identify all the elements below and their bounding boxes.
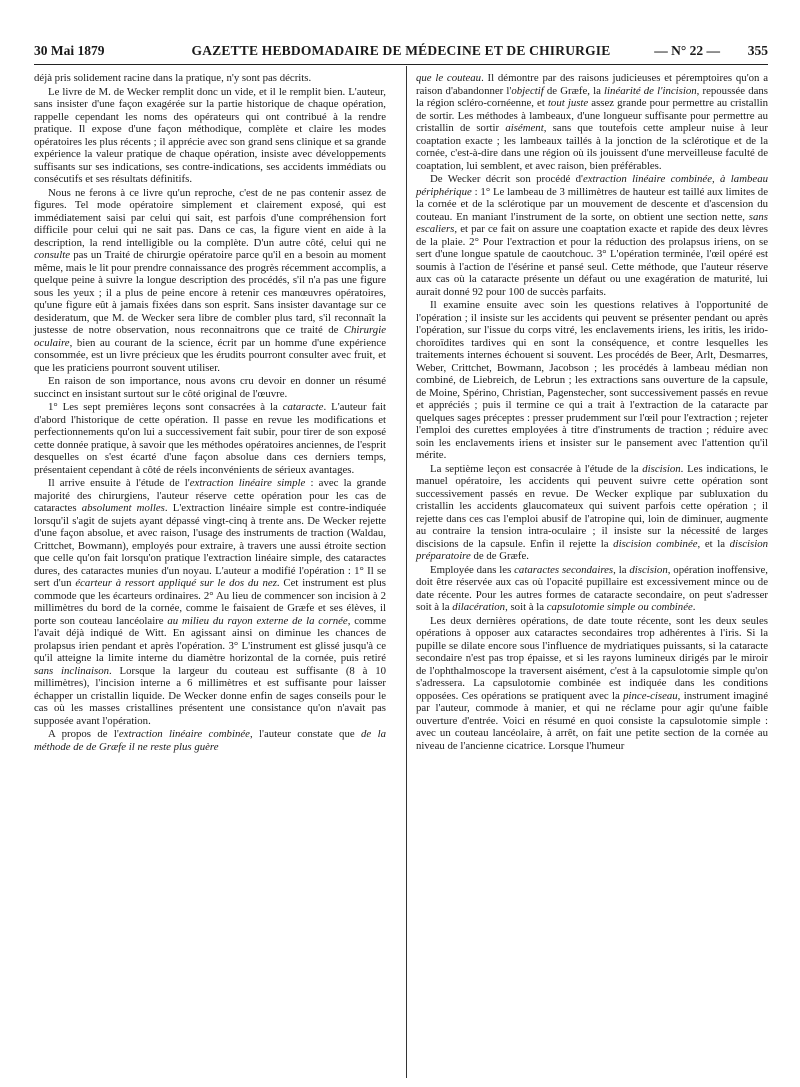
text-run: de de Græfe. bbox=[470, 550, 529, 562]
italic-text: linéarité de l'incision bbox=[604, 84, 697, 97]
italic-text: tout juste bbox=[547, 97, 589, 109]
text-run: assez grande pour permettre au cristallin de sortir. Les méthodes à lambeaux, d'une longueur suffisante pour permettre au cristallin de sortir bbox=[416, 97, 768, 134]
paragraph bbox=[416, 615, 768, 753]
italic-text: extraction linéaire combinée bbox=[118, 728, 250, 740]
italic-text: absolument molles bbox=[81, 502, 165, 514]
text-run: . Il démontre par des raisons judicieuses et péremptoires qu'on a raison d'abandonner l' bbox=[416, 72, 768, 97]
italic-text: extraction linéaire simple bbox=[189, 477, 306, 489]
italic-text: discision bbox=[629, 563, 668, 576]
issue-date: 30 Mai 1879 bbox=[34, 43, 105, 58]
column-divider bbox=[406, 66, 407, 1078]
text-run: Les deux dernières opérations, de date toute récente, sont les deux seules opérations à opposer aux cataractes secondaires trop adhérentes à l'iris. Si la pupille se dilate encore sous l'influence de mydriatiques puissants, si la cataracte secondaire n'est pas trop épaisse, et si les rayons lumineux dirigés par le miroir de l'ophthalmoscope la traversent aisément, c'est à la capsulotomie simple qu'on s'adressera. La capsulotomie combinée est indiquée dans les conditions opposées. Ces opérations se pratiquent avec la bbox=[416, 614, 768, 702]
italic-text: Chirurgie oculaire bbox=[34, 324, 386, 349]
paragraph bbox=[34, 86, 386, 186]
text-run: En raison de son importance, nous avons cru devoir en donner un résumé succinct en insistant surtout sur le côté original de l'œuvre. bbox=[34, 375, 386, 400]
text-run: . L'extraction linéaire simple est contre-indiquée lorsqu'il s'agit de sujets ayant dépassé vingt-cinq à trente ans. De Wecker rejette d'une façon absolue, et avec raison, l'usage des instruments de traction (Waldau, Crittchet, Bowmann), employés pour extraire, à travers une aussi étroite section que celle qu'on fait lorsqu'on pratique l'extraction linéaire simple, des cataractes dures, des cataractes munies d'un noyau. L'auteur a modifié l'opération : 1° Il se sert d'un bbox=[34, 502, 386, 589]
text-run: , repoussée dans la région scléro-cornéenne, et bbox=[416, 84, 769, 109]
text-run: : avec la grande majorité des chirurgiens, l'auteur réserve cette opération pour les cas de cataractes bbox=[34, 477, 386, 514]
text-run: De Wecker décrit son procédé d' bbox=[430, 173, 583, 185]
italic-text: écarteur à ressort appliqué sur le dos du nez bbox=[75, 577, 277, 589]
text-run: , opération inoffensive, doit être réservée aux cas où l'opacité pupillaire est excessivement mince ou de date récente. Pour les autres formes de cataracte secondaire, on peut s'adresser soit à la bbox=[416, 563, 768, 613]
italic-text: extraction linéaire combinée, à lambeau périphérique bbox=[416, 173, 768, 198]
text-run: : 1° Le lambeau de 3 millimètres de hauteur est taillé aux limites de la cornée et de la sclérotique par un mouvement de descente et d'ascension du couteau. En maniant l'instrument de la sorte, on obtient une section nette, bbox=[416, 185, 768, 223]
paragraph bbox=[34, 187, 386, 375]
text-run: , sans que toutefois cette ampleur nuise à leur coaptation exacte ; les lambeaux taillés à la jonction de la sclérotique et de la cornée, c'est-à-dire dans une région où ils jouissent d'une merveilleuse faculté de coaptation, lui semblent, et avec raison, bien préférables. bbox=[416, 122, 768, 172]
journal-title: GAZETTE HEBDOMADAIRE DE MÉDECINE ET DE CHIRURGIE bbox=[191, 43, 611, 58]
paragraph bbox=[34, 477, 386, 727]
italic-text: sans escaliers bbox=[416, 210, 768, 235]
text-run: . bbox=[692, 601, 696, 613]
italic-text: dilacération bbox=[452, 601, 506, 613]
text-run: , la bbox=[613, 563, 630, 576]
text-run: 1° Les sept premières leçons sont consacrées à la bbox=[48, 401, 283, 413]
italic-text: objectif bbox=[511, 84, 544, 97]
italic-text: que le couteau bbox=[416, 72, 482, 84]
paragraph bbox=[416, 463, 768, 563]
italic-text: discision bbox=[642, 462, 681, 475]
text-run: Nous ne ferons à ce livre qu'un reproche, c'est de ne pas contenir assez de figures. Tel mode opératoire simplement et clairement exposé, qui est immédiatement saisi par celui qui sait, est parfois d'une compréhension fort difficile pour celui qui ne sait pas. Dans ce cas, la figure vient en aide à la description, la rend intelligible ou la complète. D'un autre côté, celui qui ne bbox=[34, 186, 386, 249]
page-number: 355 bbox=[747, 43, 768, 58]
italic-text: cataractes secondaires bbox=[514, 563, 614, 576]
paragraph bbox=[416, 299, 768, 462]
text-run: pas un Traité de chirurgie opératoire parce qu'il en a besoin au moment même, mais le lit pour prendre connaissance des progrès récemment accomplis, a quelque peine à suivre la longue description des procédés, s'il n'a pas une figure sous les yeux ; il a plus de peine encore à retenir ces manœuvres opératoires, qu'une figure eût à jamais fixées dans son esprit. Sans insister davantage sur ce desideratum, que M. de Wecker sera libre de combler plus tard, s'il reconnaît la justesse de notre observation, nous reconnaitrons que ce traité de bbox=[34, 249, 386, 336]
text-run: . Les indications, le manuel opératoire, les accidents qui peuvent suivre cette opération sont successivement passés en revue. De Wecker explique par subluxation du cristallin les accidents glaucomateux qui suivent parfois cette opération ; il rejette dans ces cas l'emploi abusif de l'atropine qui, loin de diminuer, augmente au contraire la tension intra-oculaire ; il insiste sur la nécessité de larges discisions de la capsule. Enfin il rejette la bbox=[416, 462, 768, 550]
paragraph bbox=[416, 72, 768, 172]
text-run: , et par ce fait on assure une coaptation exacte et rapide des deux lèvres de la plaie. 2° Pour l'extraction et pour la réduction des prolapsus iriens, on se sert d'une longue spatule de caoutchouc. 3° L'opération terminée, l'œil opéré est soumis à l'action de l'ésérine et pansé seul. Cette méthode, que l'auteur réserve aux cas où la cataracte présente un défaut ou une exagération de maturité, lui aurait donné 92 pour 100 de succès parfaits. bbox=[416, 223, 768, 298]
text-run: , instrument imaginé par l'auteur, commode à manier, et qui ne réclame pour agir qu'une faible ouverture d'entrée. Voici en résumé en quoi consiste la capsulotomie simple : avec un couteau lancéolaire, à arrêt, on fait une petite section de la cornée au niveau de l'ancienne cicatrice. Lorsque l'humeur bbox=[416, 689, 768, 752]
italic-text: sans inclinaison bbox=[34, 664, 109, 677]
paragraph bbox=[34, 728, 386, 753]
italic-text: consulte bbox=[34, 249, 70, 261]
italic-text: pince-ciseau bbox=[623, 689, 678, 702]
paragraph bbox=[416, 173, 768, 298]
italic-text: de la méthode de de Græfe il ne reste plus guère bbox=[34, 728, 386, 753]
text-run: Employée dans les bbox=[430, 563, 515, 576]
italic-text: au milieu du rayon externe de la cornée bbox=[167, 614, 348, 627]
text-run: La septième leçon est consacrée à l'étude de la bbox=[430, 462, 643, 475]
header-rule bbox=[34, 64, 768, 65]
text-run: , soit à la bbox=[505, 601, 547, 613]
text-run: , comme l'avait déjà indiqué de Witt. En agissant ainsi on diminue les chances de prolapsus irien pendant et après l'opération. 3° L'instrument est glissé jusqu'à ce qu'il atteigne la limite interne du diamètre horizontal de la cornée, puis retiré bbox=[34, 614, 386, 664]
italic-text: aisément bbox=[505, 122, 544, 134]
paragraph bbox=[34, 401, 386, 476]
text-run: , et la bbox=[697, 537, 730, 550]
text-run: . Lorsque la largeur du couteau est suffisante (8 à 10 millimètres), l'incision interne a 6 millimètres et est suffisante pour laisser échapper un cristallin liquide. De Wecker donne enfin de sages conseils pour le cas où les masses cristallines présentent une consistance qu'on n'avait pas supposée avant l'opération. bbox=[34, 664, 387, 727]
text-run: Il examine ensuite avec soin les questions relatives à l'opportunité de l'opération ; il insiste sur les accidents qui peuvent se présenter pendant ou après l'opération, sur l'issue du corps vitré, les enclavements iriens, les iritis, les irido-choroïdites tardives qui en sont la conséquence, et contre lesquelles les traitements internes échouent si souvent. Les procédés de Beer, Arlt, Desmarres, Weber, Crittchet, Bowmann, Jacobson ; les procédés à lambeau médian non combiné, de Liebreich, de Lebrun ; les extractions sans ouverture de la capsule, de Moine, Spérino, Christian, Pagenstecher, sont successivement passés en revue et appréciés ; puis il termine ce qui a trait à l'extraction de la cataracte par quelques sages préceptes : presser prudemment sur l'œil pour l'extraction ; rejeter l'emploi des curettes employées à titre d'instruments de traction ; réduire avec soin les enclavements iriens et insister sur le pansement avec l'attention qu'il mérite. bbox=[416, 299, 768, 461]
page-header bbox=[34, 40, 768, 62]
text-run: Il arrive ensuite à l'étude de l' bbox=[48, 477, 190, 489]
italic-text: cataracte bbox=[282, 401, 324, 413]
text-run: . Cet instrument est plus commode que les écarteurs ordinaires. 2° Au lieu de commencer son incision à 2 millimètres du bord de la cornée, comme le faisaient de Græfe et ses élèves, il porte son couteau lancéolaire bbox=[34, 577, 386, 627]
issue-number: — N° 22 — bbox=[654, 43, 720, 58]
paragraph bbox=[34, 375, 386, 400]
text-run: déjà pris solidement racine dans la pratique, n'y sont pas décrits. bbox=[34, 72, 312, 84]
text-run: , bien au courant de la science, écrit par un homme d'une expérience consommée, est un livre précieux que les érudits pourront consulter avec fruit, et que les praticiens pourront souvent utiliser. bbox=[34, 336, 386, 374]
paragraph bbox=[34, 72, 386, 85]
italic-text: capsulotomie simple ou combinée bbox=[546, 601, 693, 613]
left-column bbox=[34, 72, 386, 754]
text-run: de Græfe, la bbox=[543, 84, 605, 97]
text-run: . L'auteur fait d'abord l'historique de cette opération. Il passe en revue les modifications et perfectionnements qu'on lui a successivement fait subir, pour tirer de son exposé cette donnée pratique, à savoir que les méthodes opératoires anciennes, de l'esprit desquelles on s'est écarté d'une façon absolue dans ces derniers temps, présentaient cependant à côté de réels inconvénients de sérieux avantages. bbox=[34, 401, 386, 476]
italic-text: discision combinée bbox=[613, 537, 698, 550]
text-run: , l'auteur constate que bbox=[249, 728, 362, 740]
paragraph bbox=[416, 564, 768, 614]
text-run: Le livre de M. de Wecker remplit donc un vide, et il le remplit bien. L'auteur, sans insister d'une façon exagérée sur la partie historique de chaque opération, rappelle cependant les noms des opérateurs qui ont contribué à la rendre pratique. Il expose d'une façon méthodique, complète et claire les modes opératoires les plus récents ; il apprécie avec son grand sens clinique et sa grande expérience la valeur pratique de chaque opération, insiste avec développements suffisants sur ses indications, ses contre-indications, ses accidents immédiats ou consécutifs et ses résultats définitifs. bbox=[34, 85, 386, 185]
italic-text: discision préparatoire bbox=[416, 537, 768, 562]
text-run: A propos de l' bbox=[48, 728, 119, 740]
right-column bbox=[416, 72, 768, 753]
